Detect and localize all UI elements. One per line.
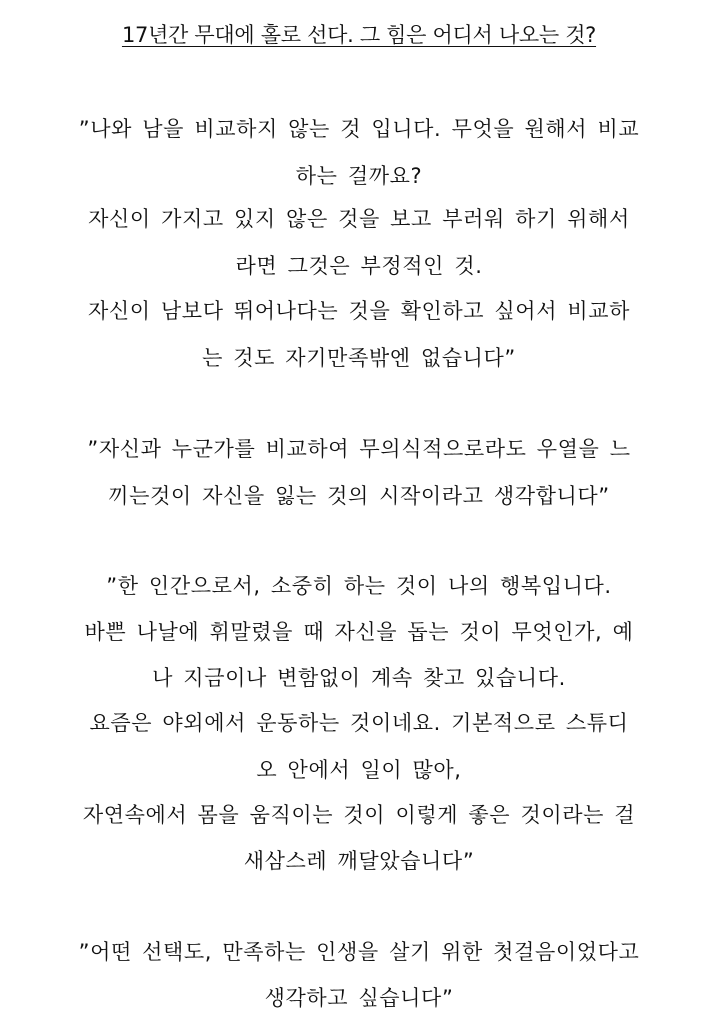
quote-line-10: 바쁜 나날에 휘말렸을 때 자신을 돕는 것이 무엇인가, 예 [84, 620, 634, 644]
quote-line-3: 자신이 가지고 있지 않은 것을 보고 부러워 하기 위해서 [88, 207, 630, 231]
page-title: 17년간 무대에 홀로 선다. 그 힘은 어디서 나오는 것? [121, 23, 597, 47]
quote-line-11: 나 지금이나 변함없이 계속 찾고 있습니다. [152, 666, 566, 690]
quote-line-1: ”나와 남을 비교하지 않는 것 입니다. 무엇을 원해서 비교 [78, 117, 640, 141]
quote-line-6: 는 것도 자기만족밖엔 없습니다” [202, 346, 516, 370]
quote-line-7: ”자신과 누군가를 비교하여 무의식적으로라도 우열을 느 [87, 437, 631, 461]
quote-line-8: 끼는것이 자신을 잃는 것의 시작이라고 생각합니다” [108, 484, 610, 508]
quote-line-5: 자신이 남보다 뛰어나다는 것을 확인하고 싶어서 비교하 [87, 299, 631, 323]
quote-line-2: 하는 걸까요? [295, 164, 423, 188]
quote-line-12: 요즘은 야외에서 운동하는 것이네요. 기본적으로 스튜디 [89, 711, 629, 735]
quote-line-15: 새삼스레 깨달았습니다” [243, 849, 475, 873]
quote-line-16: ”어떤 선택도, 만족하는 인생을 살기 위한 첫걸음이었다고 [78, 940, 640, 964]
quote-line-9: ”한 인간으로서, 소중히 하는 것이 나의 행복입니다. [106, 574, 612, 598]
quote-line-13: 오 안에서 일이 많아, [256, 758, 462, 782]
quote-line-4: 라면 그것은 부정적인 것. [235, 254, 483, 278]
quote-line-17: 생각하고 싶습니다” [264, 986, 454, 1010]
quote-line-14: 자연속에서 몸을 움직이는 것이 이렇게 좋은 것이라는 걸 [82, 803, 636, 827]
